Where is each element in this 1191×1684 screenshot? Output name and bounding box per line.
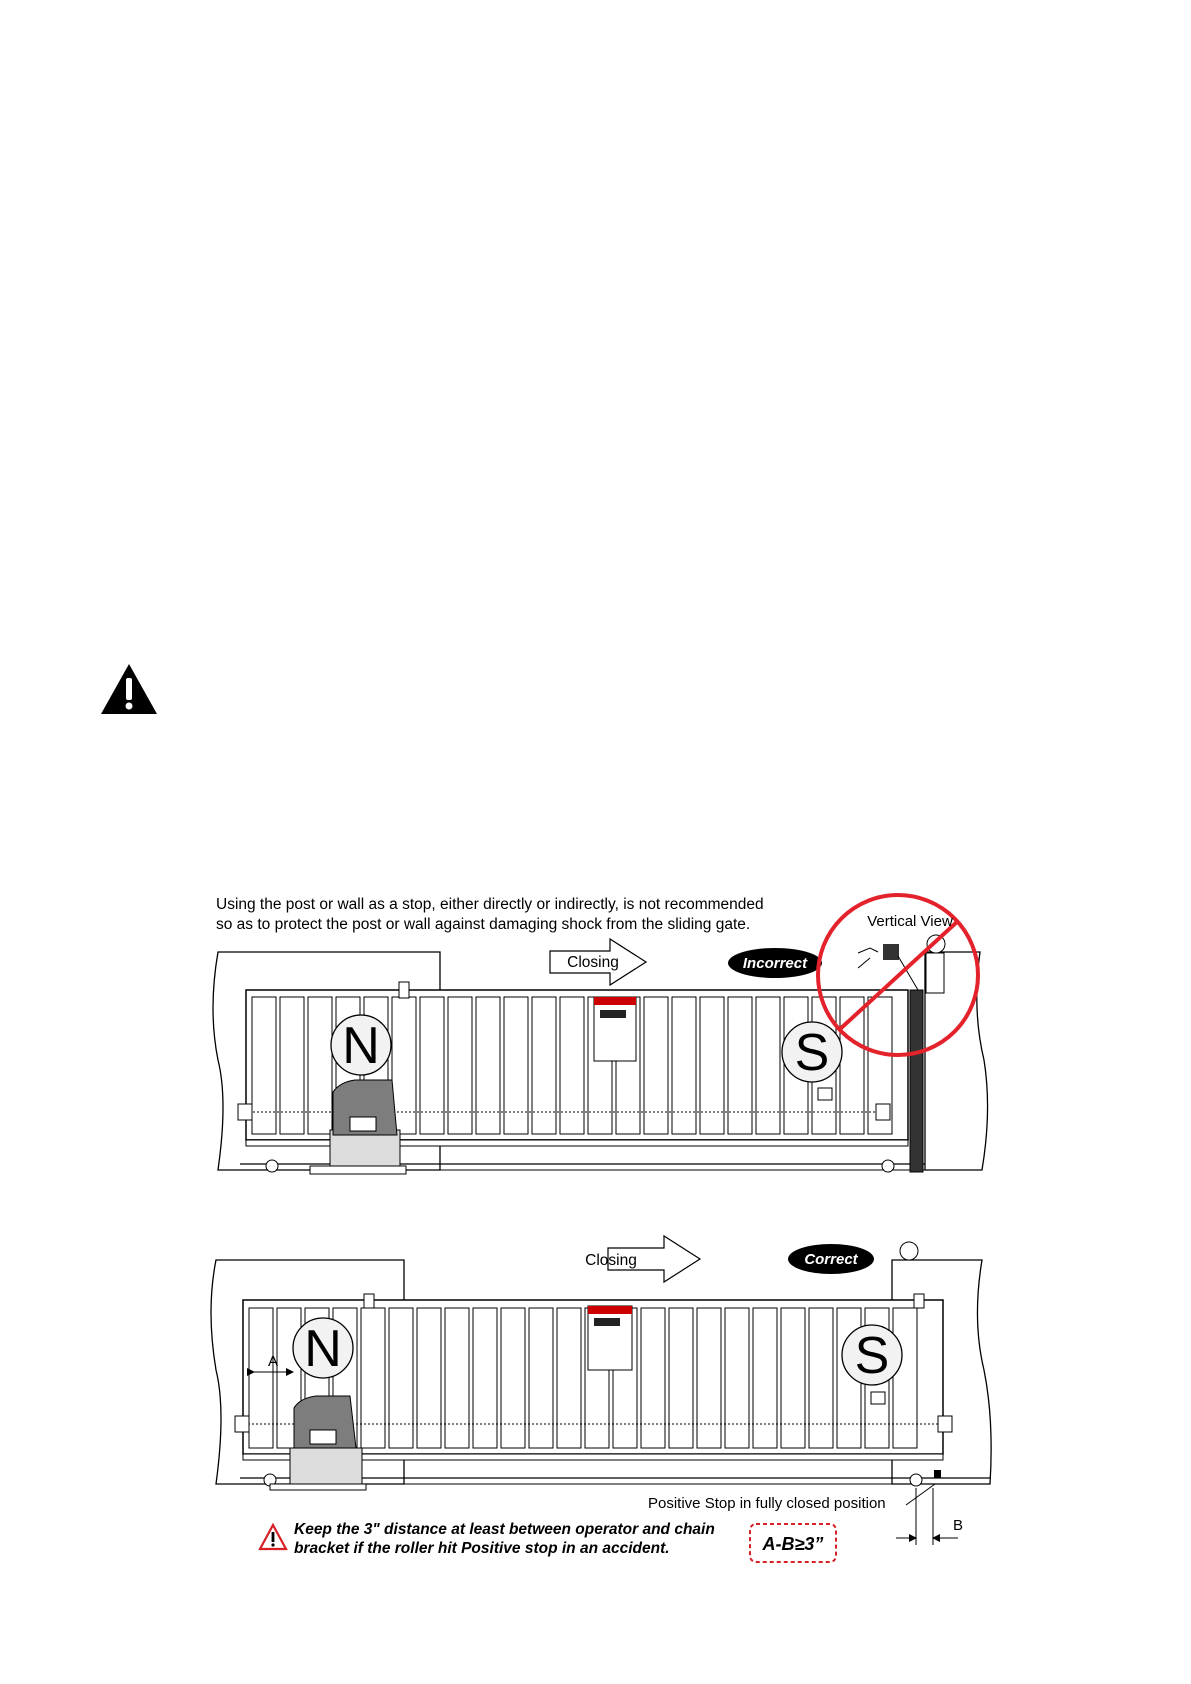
s-letter: S <box>854 1327 890 1385</box>
gate-picket <box>725 1308 749 1448</box>
gate-picket <box>504 997 528 1134</box>
gate-picket <box>560 997 584 1134</box>
gate-picket <box>557 1308 581 1448</box>
gate-picket <box>445 1308 469 1448</box>
dimension-b-label: B <box>952 1517 964 1534</box>
roller-right <box>910 1474 922 1486</box>
gate-picket <box>361 1308 385 1448</box>
distance-note <box>294 1520 715 1558</box>
gate-picket <box>392 997 416 1134</box>
gate-picket <box>249 1308 273 1448</box>
warning-sign <box>594 997 636 1061</box>
gate-picket <box>529 1308 553 1448</box>
gate-picket <box>756 997 780 1134</box>
incorrect-badge-label: Incorrect <box>742 955 808 972</box>
roller-left <box>266 1160 278 1172</box>
gate-picket <box>669 1308 693 1448</box>
warning-triangle-outline-icon <box>258 1523 288 1551</box>
gate-picket <box>417 1308 441 1448</box>
vertical-view-label: Vertical View <box>867 913 953 930</box>
gate-picket <box>473 1308 497 1448</box>
gate-picket <box>280 997 304 1134</box>
gate-picket <box>728 997 752 1134</box>
note-line-1: Keep the 3" distance at least between operator and chain <box>294 1521 715 1538</box>
note-line-2: bracket if the roller hit Positive stop in an accident. <box>294 1540 670 1557</box>
gate-picket <box>641 1308 665 1448</box>
gate-picket <box>809 1308 833 1448</box>
correct-diagram <box>211 1236 991 1562</box>
gate-picket <box>532 997 556 1134</box>
n-letter: N <box>342 1017 380 1075</box>
incorrect-diagram <box>213 895 988 1174</box>
caption-line-1: Using the post or wall as a stop, either directly or indirectly, is not recommended <box>216 896 764 913</box>
gate-picket <box>252 997 276 1134</box>
gate-picket <box>700 997 724 1134</box>
chain-bracket-left <box>235 1416 249 1432</box>
positive-stop-label: Positive Stop in fully closed position <box>648 1495 886 1512</box>
gate-picket <box>753 1308 777 1448</box>
gate-picket <box>672 997 696 1134</box>
chain-bracket-left <box>238 1104 252 1120</box>
warning-sign <box>588 1306 632 1370</box>
roller-right <box>882 1160 894 1172</box>
dimension-a-label: A <box>267 1353 279 1370</box>
gate-picket <box>308 997 332 1134</box>
caption-line-2: so as to protect the post or wall against damaging shock from the sliding gate. <box>216 916 751 933</box>
s-letter: S <box>794 1024 830 1082</box>
chain-bracket-right <box>938 1416 952 1432</box>
gate-picket <box>781 1308 805 1448</box>
gate-picket <box>476 997 500 1134</box>
correct-badge-label: Correct <box>804 1251 858 1268</box>
gate-picket <box>501 1308 525 1448</box>
chain-bracket-right <box>876 1104 890 1120</box>
gate-picket <box>644 997 668 1134</box>
gate-picket <box>389 1308 413 1448</box>
closing-label: Closing <box>585 1252 637 1269</box>
gate-picket <box>448 997 472 1134</box>
n-letter: N <box>304 1320 342 1378</box>
formula-text: A-B≥3” <box>762 1534 824 1554</box>
gate-picket <box>420 997 444 1134</box>
gate-picket <box>893 1308 917 1448</box>
closing-label: Closing <box>567 954 619 971</box>
post-lamp <box>900 1242 918 1260</box>
post-stop <box>910 990 923 1172</box>
positive-stop <box>934 1470 941 1478</box>
gate-picket <box>697 1308 721 1448</box>
